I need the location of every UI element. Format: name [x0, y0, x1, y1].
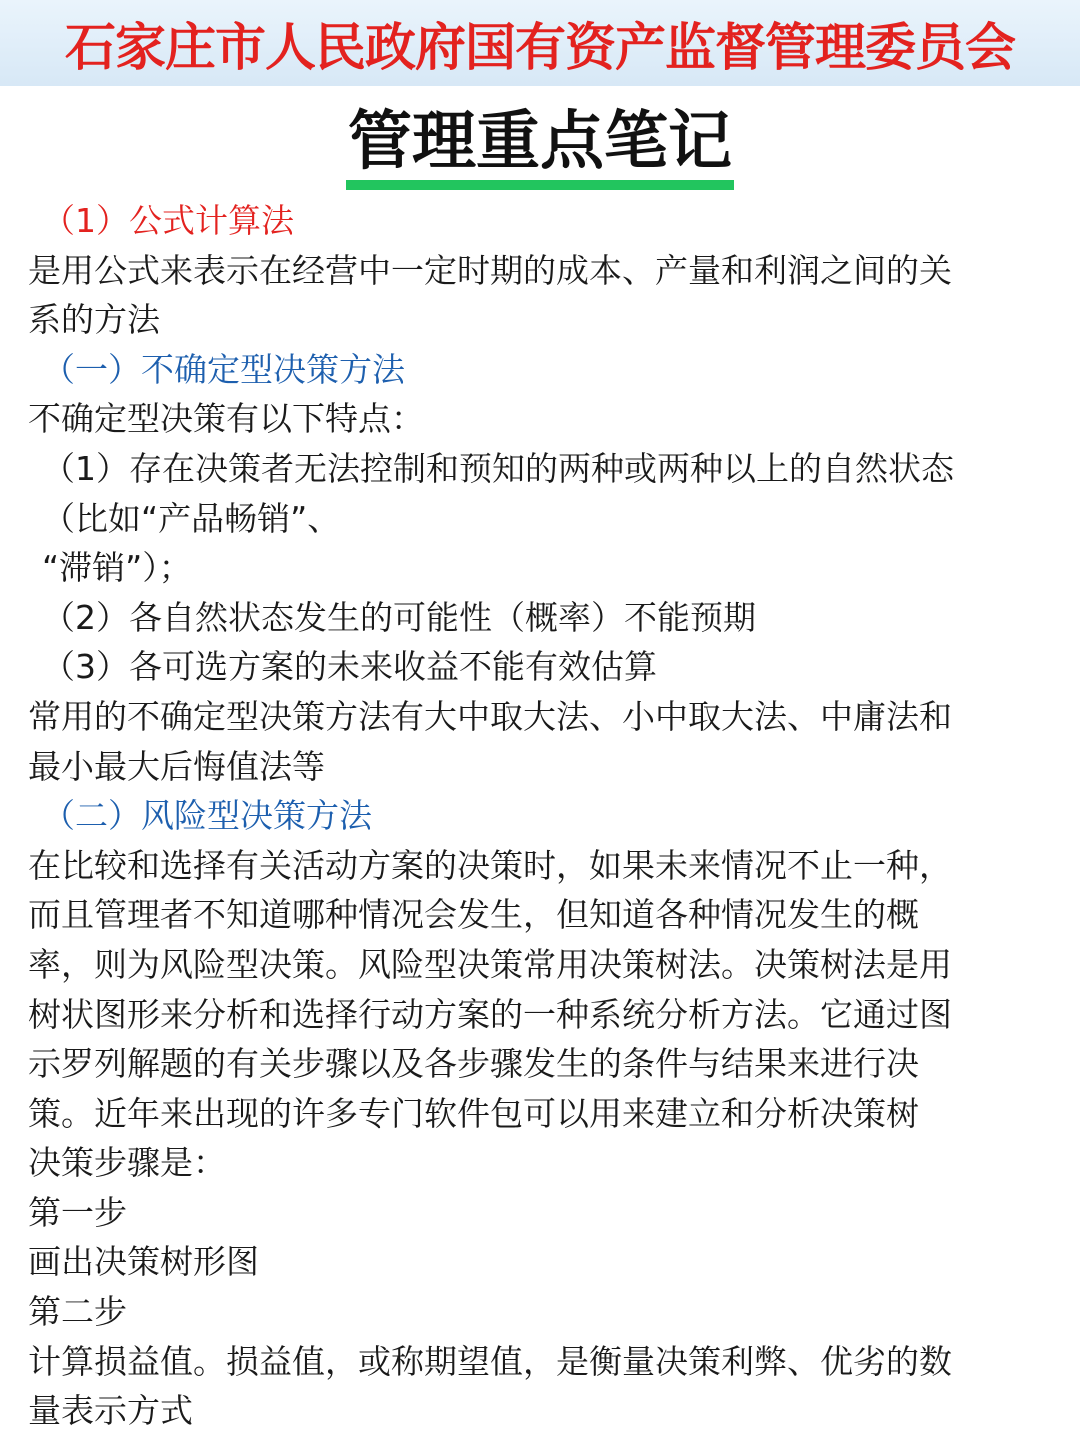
text-line: 策。近年来出现的许多专门软件包可以用来建立和分析决策树 [28, 1093, 919, 1133]
text-line: （比如“产品畅销”、 [42, 498, 341, 538]
text-line: （3）各可选方案的未来收益不能有效估算 [42, 647, 657, 687]
text-line: （1）公式计算法 [42, 201, 294, 240]
text-line: 在比较和选择有关活动方案的决策时，如果未来情况不止一种， [28, 845, 952, 885]
text-line: 计算损益值。损益值，或称期望值，是衡量决策利弊、优劣的数 [28, 1341, 952, 1381]
text-line: （1）存在决策者无法控制和预知的两种或两种以上的自然状态 [42, 448, 954, 488]
text-line: 是用公式来表示在经营中一定时期的成本、产量和利润之间的关 [28, 250, 952, 290]
title-area [0, 104, 1080, 196]
text-line: 率，则为风险型决策。风险型决策常用决策树法。决策树法是用 [28, 944, 952, 984]
note-body [0, 196, 1080, 1436]
text-line: 最小最大后悔值法等 [28, 746, 325, 786]
text-line: “滞销”）； [42, 548, 192, 588]
text-line: 决策步骤是： [28, 1143, 226, 1183]
text-line: 而且管理者不知道哪种情况会发生，但知道各种情况发生的概 [28, 895, 919, 935]
text-line: （2）各自然状态发生的可能性（概率）不能预期 [42, 597, 756, 637]
banner-title: 石家庄市人民政府国有资产监督管理委员会 [64, 18, 1015, 78]
text-line: 常用的不确定型决策方法有大中取大法、小中取大法、中庸法和 [28, 696, 952, 736]
text-line: 不确定型决策有以下特点： [28, 399, 424, 439]
text-line: 量表示方式 [28, 1391, 193, 1431]
text-line: 树状图形来分析和选择行动方案的一种系统分析方法。它通过图 [28, 994, 952, 1034]
text-line: （二）风险型决策方法 [42, 796, 372, 836]
text-line: 画出决策树形图 [28, 1242, 259, 1282]
header-banner [0, 0, 1080, 86]
page-title: 管理重点笔记 [346, 104, 734, 190]
text-line: 示罗列解题的有关步骤以及各步骤发生的条件与结果来进行决 [28, 1044, 919, 1084]
text-line: （一）不确定型决策方法 [42, 349, 405, 389]
text-line: 系的方法 [28, 300, 160, 340]
text-line: 第二步 [28, 1292, 127, 1332]
text-line: 第一步 [28, 1192, 127, 1232]
